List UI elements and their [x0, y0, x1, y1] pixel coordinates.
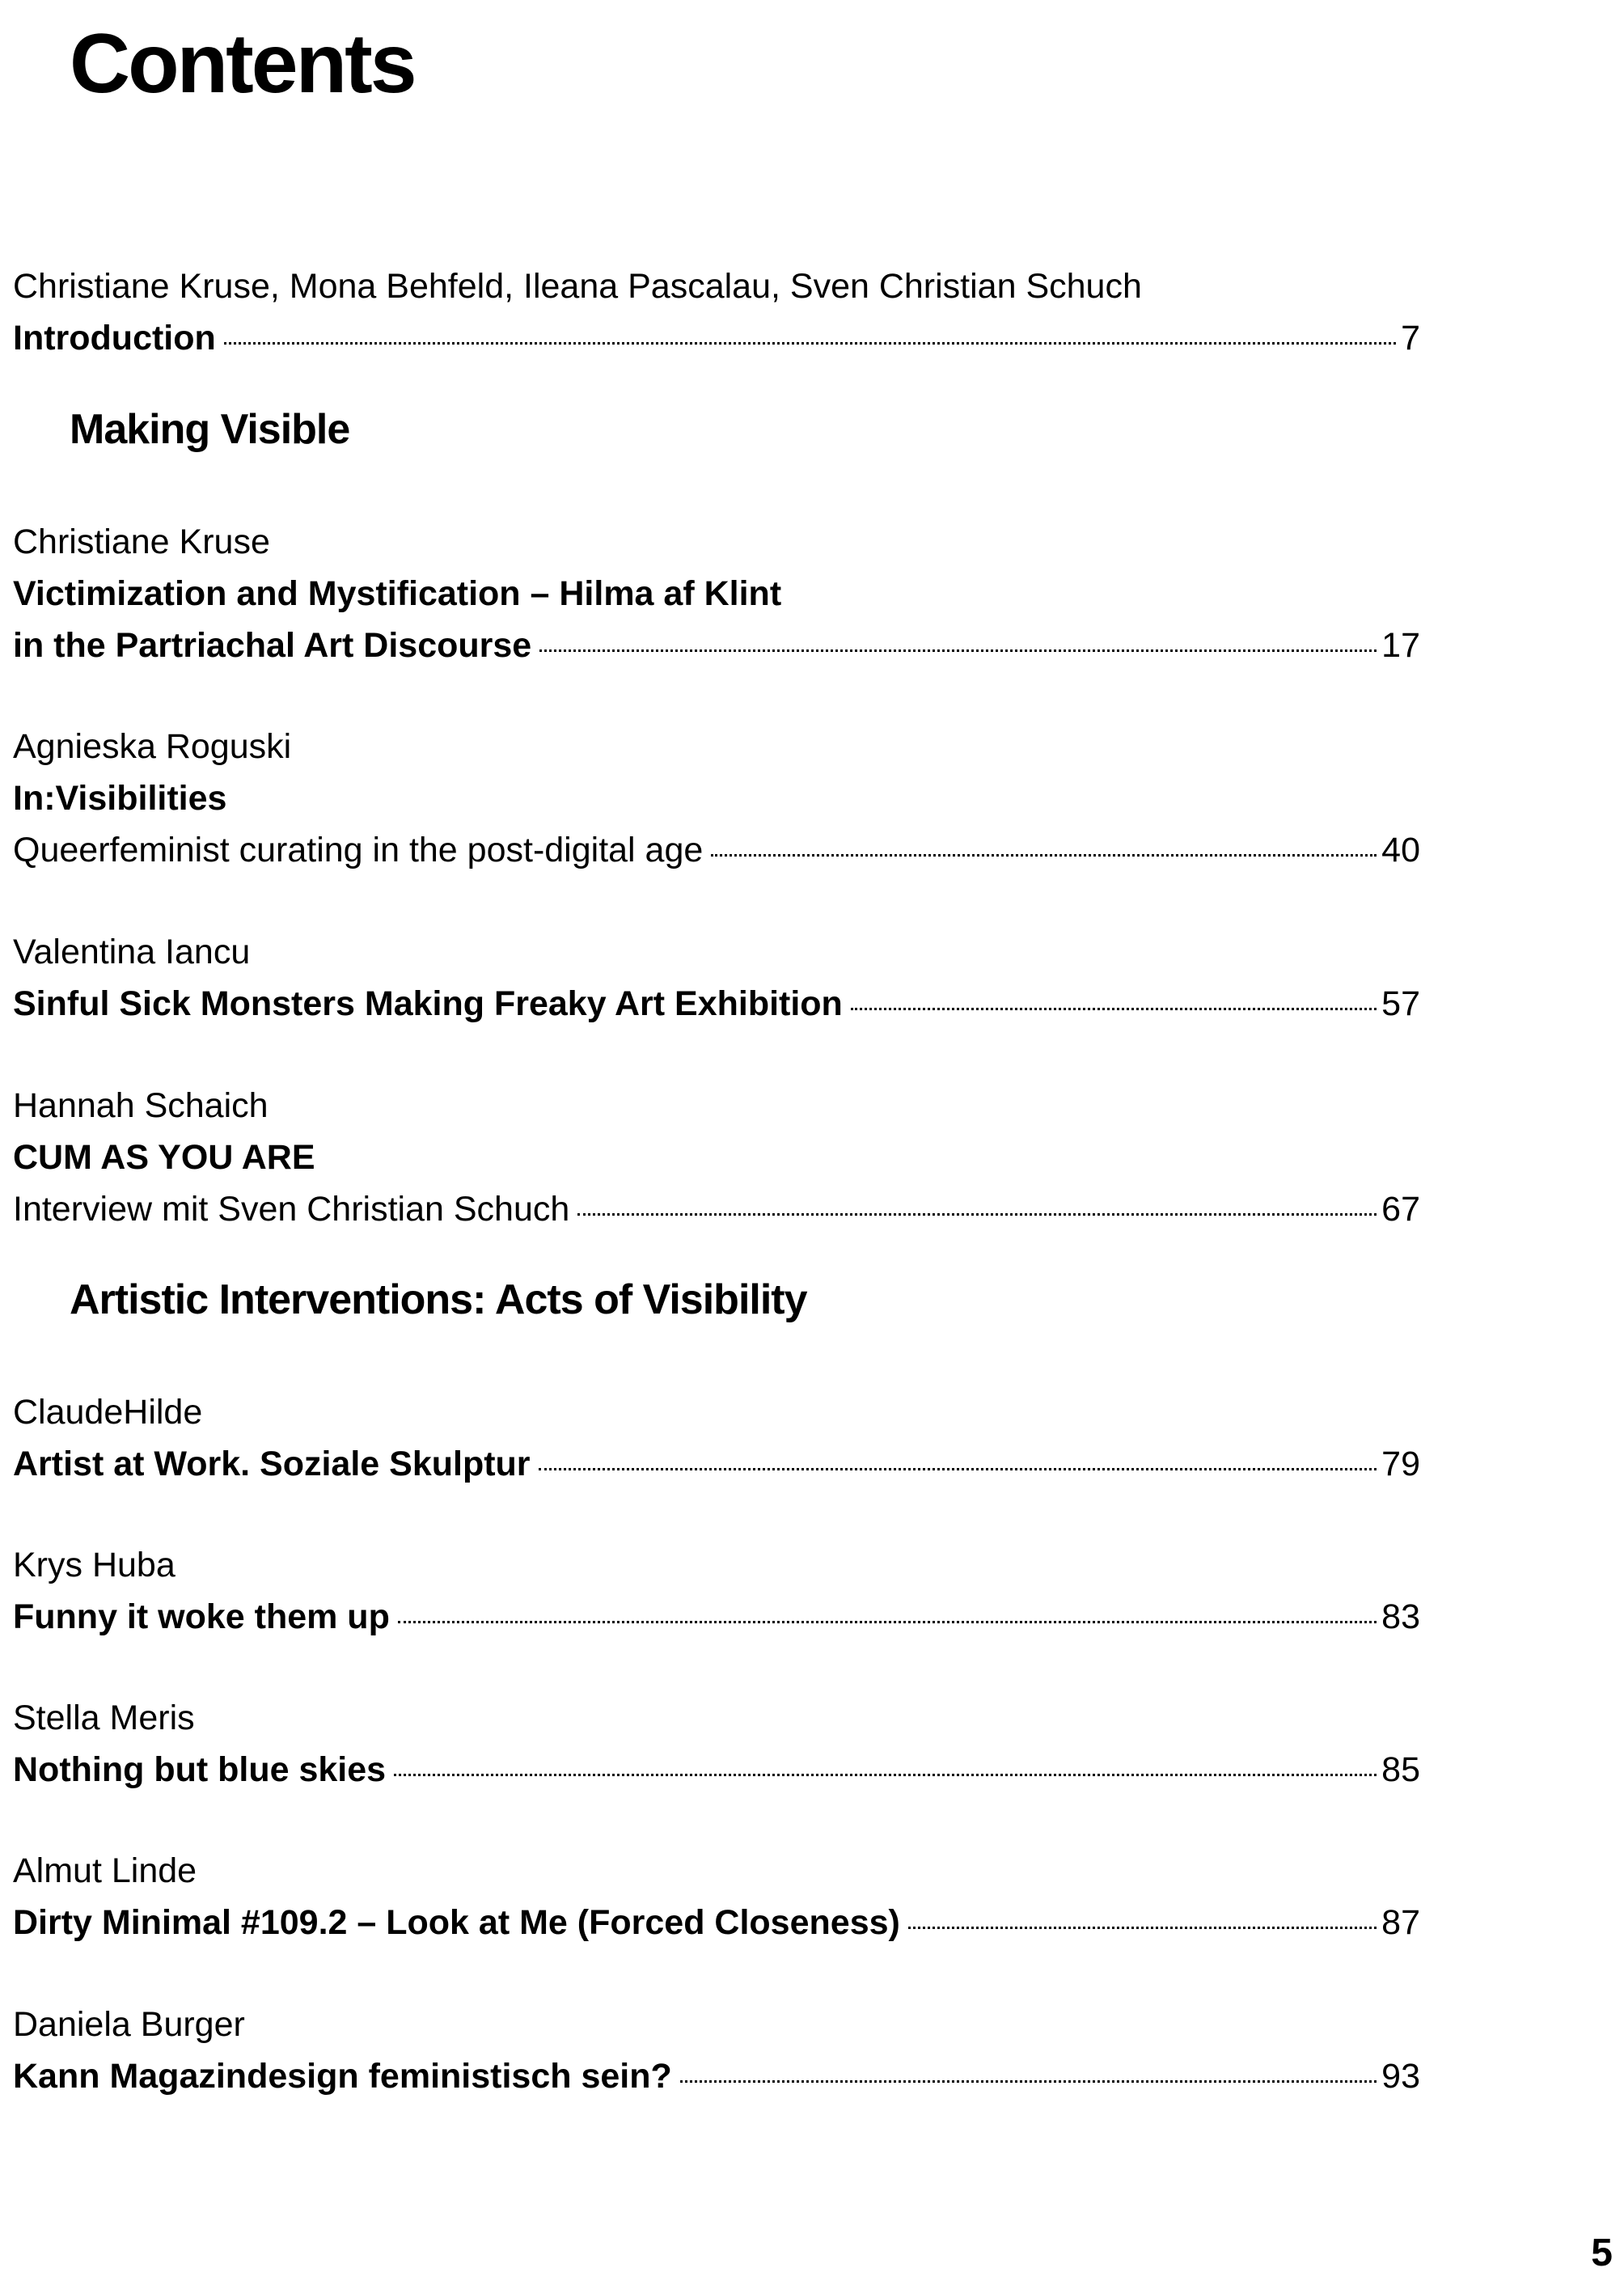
- entry-page-number: 93: [1381, 2057, 1420, 2096]
- entry-page-number: 79: [1381, 1445, 1420, 1483]
- entry-author: Hannah Schaich: [13, 1086, 269, 1125]
- page-title: Contents: [70, 17, 415, 111]
- toc-entry-introduction[interactable]: [13, 260, 1420, 364]
- toc-entry-funny-it-woke-them-up[interactable]: [13, 1539, 1420, 1643]
- entry-title: in the Partriachal Art Discourse: [13, 626, 532, 665]
- entry-author: Christiane Kruse, Mona Behfeld, Ileana Pascalau, Sven Christian Schuch: [13, 267, 1142, 306]
- entry-subtitle: Queerfeminist curating in the post-digital age: [13, 831, 704, 869]
- entry-page-number: 67: [1381, 1190, 1420, 1229]
- leader-dots: [398, 1614, 1377, 1623]
- toc-entry-cum-as-you-are[interactable]: [13, 1080, 1420, 1235]
- entry-page-number: 57: [1381, 984, 1420, 1023]
- toc-entry-dirty-minimal[interactable]: [13, 1845, 1420, 1948]
- entry-title-line: CUM AS YOU ARE: [13, 1138, 315, 1177]
- entry-page-number: 7: [1401, 319, 1420, 357]
- entry-title: Funny it woke them up: [13, 1597, 390, 1636]
- leader-dots: [539, 643, 1377, 652]
- leader-dots: [539, 1462, 1377, 1470]
- entry-author: Christiane Kruse: [13, 522, 270, 561]
- entry-author: Krys Huba: [13, 1546, 176, 1584]
- entry-page-number: 87: [1381, 1903, 1420, 1942]
- entry-title: Artist at Work. Soziale Skulptur: [13, 1445, 531, 1483]
- entry-title: Introduction: [13, 319, 216, 357]
- entry-author: Valentina Iancu: [13, 933, 251, 971]
- entry-page-number: 85: [1381, 1750, 1420, 1789]
- leader-dots: [224, 336, 1396, 345]
- section-heading-making-visible: Making Visible: [70, 406, 350, 453]
- page-number: 5: [1591, 2232, 1613, 2274]
- leader-dots: [680, 2074, 1377, 2083]
- entry-page-number: 40: [1381, 831, 1420, 869]
- entry-subtitle: Interview mit Sven Christian Schuch: [13, 1190, 570, 1229]
- entry-title: Kann Magazindesign feministisch sein?: [13, 2057, 672, 2096]
- leader-dots: [577, 1207, 1377, 1216]
- toc-entry-victimization[interactable]: [13, 516, 1420, 671]
- entry-author: ClaudeHilde: [13, 1393, 203, 1432]
- entry-title-line: Victimization and Mystification – Hilma af Klint: [13, 574, 782, 613]
- leader-dots: [394, 1767, 1377, 1776]
- entry-page-number: 17: [1381, 626, 1420, 665]
- entry-author: Agnieska Roguski: [13, 727, 292, 766]
- entry-author: Almut Linde: [13, 1851, 197, 1890]
- toc-entry-nothing-but-blue-skies[interactable]: [13, 1692, 1420, 1796]
- entry-title: Sinful Sick Monsters Making Freaky Art Exhibition: [13, 984, 843, 1023]
- toc-entry-artist-at-work[interactable]: [13, 1386, 1420, 1490]
- leader-dots: [908, 1920, 1377, 1929]
- leader-dots: [851, 1001, 1377, 1010]
- entry-author: Daniela Burger: [13, 2005, 245, 2044]
- section-heading-artistic-interventions: Artistic Interventions: Acts of Visibility: [70, 1276, 807, 1323]
- toc-entry-kann-magazindesign[interactable]: [13, 1999, 1420, 2102]
- entry-title: Dirty Minimal #109.2 – Look at Me (Forced Closeness): [13, 1903, 900, 1942]
- toc-entry-sinful-sick-monsters[interactable]: [13, 926, 1420, 1030]
- entry-author: Stella Meris: [13, 1699, 195, 1737]
- entry-title-line: In:Visibilities: [13, 779, 227, 818]
- entry-title: Nothing but blue skies: [13, 1750, 387, 1789]
- toc-entry-invisibilities[interactable]: [13, 721, 1420, 876]
- leader-dots: [711, 848, 1377, 857]
- entry-page-number: 83: [1381, 1597, 1420, 1636]
